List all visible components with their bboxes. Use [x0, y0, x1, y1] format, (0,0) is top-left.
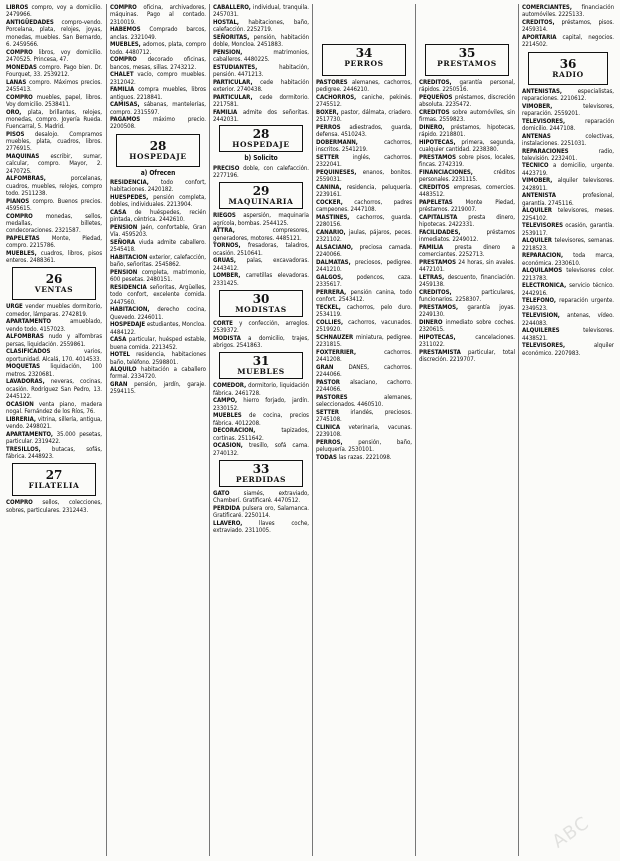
classified-ad: COMPRO sellos, colecciones, sobres, particulares. 2312443.	[6, 499, 102, 514]
classified-ad: LLAVERO, llaves coche, extraviado. 2311005.	[213, 519, 309, 535]
classified-ad: ANTIGÜEDADES compro-vendo. Porcelana, plata, relojes, joyas, monedas, muebles. San Bernardo, 6. 2459566.	[6, 18, 102, 48]
classified-ad: PERROS, pensión, baño, peluquería. 2530101.	[316, 438, 412, 453]
classified-ad: FAMILIA compra muebles, libros antiguos. 2218841.	[110, 86, 206, 101]
section-number: 26	[45, 272, 63, 287]
section-title: PERROS	[344, 59, 384, 68]
col1-ads	[6, 4, 102, 264]
classified-ad: DINERO, préstamos, hipotecas, rápido. 2218801.	[419, 123, 515, 139]
section-header-perdidas	[219, 460, 303, 487]
col3-ads-3	[213, 320, 309, 350]
classified-ad: CAMISAS, sábanas, mantelerías, compro. 2315597.	[110, 101, 206, 116]
classified-ad: HABITACION exterior, calefacción, baño, señoritas. 2545862.	[110, 254, 206, 269]
classified-ad: PRESTAMOS, garantía joyas. 2249130.	[419, 303, 515, 319]
classified-ad: APORTARIA capital, negocios. 2214502.	[522, 33, 614, 49]
classified-ad: RESIDENCIA, todo confort, habitaciones. 2420182.	[110, 179, 206, 194]
classified-ad: ALQUILERES televisores. 4438521.	[522, 327, 614, 342]
classified-ad: VIMOBER, televisores, reparación. 2559201.	[522, 102, 614, 117]
classified-ad: CASA particular, huésped estable, buena comida. 2213452.	[110, 336, 206, 351]
section-header-filatelia	[12, 463, 96, 496]
classified-ad: COMPRO decorado oficinas, bancos, mesas, sillas. 2743212.	[110, 56, 206, 71]
classified-ad: GALGOS, podencos, caza. 2335617.	[316, 273, 412, 289]
classified-ad: PAGAMOS máximo precio. 2200508.	[110, 116, 206, 131]
classified-ad: MUEBLES, cuadros, libros, pisos enteros. 2488361.	[6, 249, 102, 265]
classified-ad: PAPELETAS Monte Piedad, préstamos. 2219007.	[419, 198, 515, 214]
classified-ad: PERDIDA pulsera oro, Salamanca. Gratificaré. 2250114.	[213, 505, 309, 520]
col2-ads-2	[110, 179, 206, 396]
section-header-hospedaje	[116, 134, 200, 167]
section-number: 35	[458, 46, 476, 60]
section-header-modistas	[219, 290, 303, 317]
col3-ads	[213, 4, 309, 123]
classified-ad: PERRERA, pensión canina, todo confort. 2543412.	[316, 288, 412, 304]
classified-ad: TORNOS, fresadoras, taladros, ocasión. 2510641.	[213, 242, 309, 257]
classified-ad: COMPRO libros, voy domicilio. 2470525. Princesa, 47.	[6, 48, 102, 63]
classified-ad: CLINICA veterinaria, vacunas. 2239108.	[316, 423, 412, 438]
section-header-hospedaje-b	[219, 125, 303, 152]
classified-ad: GRAN DANES, cachorros. 2244066.	[316, 363, 412, 378]
column-divider	[312, 4, 313, 856]
classified-ad: PASTOR alsaciano, cachorro. 2244066.	[316, 378, 412, 393]
classified-ad: ALQUILAMOS televisores color. 2213783.	[522, 267, 614, 282]
column-6	[522, 4, 614, 856]
classified-ad: LAVADORAS, neveras, cocinas, ocasión. Rodríguez San Pedro, 13. 2445122.	[6, 378, 102, 400]
classified-ad: HABEMOS Comprado barcos, anclas. 2321049.	[110, 26, 206, 41]
col3-ads-5	[213, 490, 309, 535]
classified-ad: MUEBLES, adornos, plata, compro todo. 4480712.	[110, 41, 206, 56]
classified-ad: BOXER, pastor, dálmata, criadero. 2517730.	[316, 108, 412, 124]
classified-ad: ALFOMBRAS, porcelanas, cuadros, muebles, relojes, compro todo. 2511238.	[6, 175, 102, 197]
classified-ad: CORTE y confección, arreglos. 2539372.	[213, 319, 309, 335]
classified-ad: REPARACION, toda marca, económica. 2330610.	[522, 252, 614, 267]
column-divider	[415, 4, 416, 856]
section-title: PRESTAMOS	[437, 59, 497, 68]
col3-ads-4	[213, 382, 309, 457]
classified-ad: HABITACION, derecho cocina, Quevedo. 2246011.	[110, 306, 206, 321]
section-header-maquinaria	[219, 182, 303, 209]
classified-ad: MUEBLES de cocina, precios fábrica. 4012208.	[213, 412, 309, 427]
classified-ad: PENSION, matrimonios, caballeros. 4480225.	[213, 48, 309, 64]
classified-ad: VIMOBER, alquiler televisores. 2428911.	[522, 177, 614, 192]
classified-ad: CANINA, residencia, peluquería. 2239161.	[316, 183, 412, 199]
section-number: 34	[355, 46, 373, 60]
col1-ads-3	[6, 499, 102, 514]
classified-ad: FACILIDADES, préstamos inmediatos. 2249012.	[419, 228, 515, 244]
section-title: VENTAS	[34, 285, 74, 295]
classified-ad: CREDITOS, préstamos, pisos. 2459314.	[522, 18, 614, 34]
col5-ads	[419, 79, 515, 363]
classified-ad: TELEFONO, reparación urgente. 2349523.	[522, 297, 614, 312]
classified-ad: TECKEL, cachorros, pelo duro. 2534119.	[316, 303, 412, 319]
section-title: MAQUINARIA	[228, 197, 294, 207]
section-number: 29	[252, 184, 270, 199]
classified-ad: MODISTA a domicilio, trajes, abrigos. 2541863.	[213, 334, 309, 350]
section-title: MODISTAS	[235, 304, 287, 314]
classified-ad: PAPELETAS Monte, Piedad, compro. 2215786.	[6, 234, 102, 250]
classified-ad: SEÑORA viuda admite caballero. 2545418.	[110, 239, 206, 254]
classified-ad: LIBRERIA, vitrina, sillería, antigua, vendo. 2498021.	[6, 415, 102, 430]
subsection-heading: b) Solicito	[244, 154, 278, 163]
classified-ad: APARTAMENTO amueblado, vendo todo. 4157023.	[6, 318, 102, 333]
classified-ad: CASA de huéspedes, recién pintada, céntrica. 2442610.	[110, 209, 206, 224]
classified-ad: PASTORES alemanes, cachorros, pedigree. 2446210.	[316, 79, 412, 94]
section-title: RADIO	[552, 69, 584, 79]
col3-ads-2	[213, 212, 309, 287]
column-4	[316, 4, 412, 856]
classified-ad: ALFOMBRAS nudo y alfombras persas, liquidación. 2559861.	[6, 333, 102, 348]
classified-ad: MOQUETAS liquidación, 100 metros. 2320681.	[6, 363, 102, 378]
classified-ad: CANARIO, jaulas, pájaros, peces. 2321102.	[316, 228, 412, 244]
col1-ads-2	[6, 303, 102, 460]
classified-ad: CABALLERO, individual, tranquila. 2457031.	[213, 4, 309, 19]
classified-ad: APARTAMENTO, 35.000 pesetas, particular. 2319422.	[6, 430, 102, 445]
classified-ad: ATTRA, compresores, generadores, motores. 4485121.	[213, 227, 309, 242]
classified-ad: FAMILIA presta dinero a comerciantes. 2252713.	[419, 243, 515, 259]
classified-ad: CREDITOS sobre automóviles, sin firmas. 2559823.	[419, 108, 515, 124]
classified-ad: TELEVISORES, alquiler económico. 2207983.	[522, 342, 614, 357]
classified-ad: TODAS las razas. 2221098.	[316, 453, 392, 461]
watermark-logo: ABC	[548, 812, 594, 853]
classified-ad: ELECTRONICA, servicio técnico. 2442916.	[522, 282, 614, 297]
classified-ad: ALQUILO habitación a caballero formal. 2334720.	[110, 366, 206, 381]
classified-ad: HIPOTECAS, primera, segunda, cualquier cantidad. 2238380.	[419, 138, 515, 154]
classified-ad: DECORACION, tapizados, cortinas. 2511642.	[213, 427, 309, 442]
classified-ad: GRAN pensión, jardín, garaje. 2594115.	[110, 381, 206, 396]
section-header-perros	[322, 44, 406, 76]
classified-ad: SETTER irlandés, preciosos. 2745108.	[316, 408, 412, 423]
classified-ad: MONEDAS compro. Pago bien. Dr. Fourquet, 33. 2539212.	[6, 63, 102, 78]
classified-ad: URGE vender muebles dormitorio, comedor, lámparas. 2742819.	[6, 303, 102, 318]
classified-ad: COMEDOR, dormitorio, liquidación fábrica. 2461728.	[213, 382, 309, 397]
classified-ad: ALQUILER televisores, semanas. 2218523.	[522, 237, 614, 252]
classified-ad: HUESPEDES, pensión completa, dobles, individuales. 2213904.	[110, 194, 206, 209]
classified-ad: REPARACIONES radio, televisión. 2232401.	[522, 147, 614, 162]
classified-ad: PRESTAMOS 24 horas, sin avales. 4472101.	[419, 258, 515, 274]
classified-ad: ESTUDIANTES, habitación, pensión. 4471213.	[213, 63, 309, 79]
classified-ad: SCHNAUZER miniatura, pedigree. 2231815.	[316, 333, 412, 349]
section-title: FILATELIA	[28, 481, 80, 491]
classified-ad: LANAS compro. Máximos precios. 2455413.	[6, 78, 102, 93]
section-number: 36	[559, 56, 577, 71]
classified-ad: TELEVISORES, reparación domicilio. 2447108.	[522, 117, 614, 132]
section-title: MUEBLES	[237, 367, 285, 377]
classified-ad: CREDITOS empresas, comercios. 4483512.	[419, 183, 515, 199]
classified-ad: HOSTAL, habitaciones, baño, calefacción. 2252719.	[213, 18, 309, 34]
classified-ad: MASTINES, cachorros, guarda. 2280156.	[316, 213, 412, 229]
section-header-prestamos	[425, 44, 509, 76]
classified-ad: FINANCIACIONES, créditos personales. 2231115.	[419, 168, 515, 184]
classified-ad: COMERCIANTES, financiación automóviles. 2225133.	[522, 4, 614, 19]
classified-ad: OCASION venta piano, madera nogal. Fernández de los Ríos, 76.	[6, 400, 102, 415]
classified-ad: OCASION, tresillo, sofá cama. 2740132.	[213, 442, 309, 457]
classified-ad: PEQUEÑOS préstamos, discreción absoluta. 2235472.	[419, 93, 515, 109]
classified-ad: PENSION Jaén, confortable, Gran Vía. 4595203.	[110, 224, 206, 239]
classified-ad: PARTICULAR, cede habitación exterior. 2740438.	[213, 78, 309, 94]
col4-ads	[316, 79, 412, 461]
classified-ad: LIBROS compro, voy a domicilio. 2479966.	[6, 4, 102, 19]
col6-ads	[522, 4, 614, 49]
classified-ad: ANTENAS colectivas, instalaciones. 2251031.	[522, 132, 614, 147]
classified-ad: RIEGOS aspersión, maquinaria agrícola, bombas. 2544125.	[213, 212, 309, 227]
classified-ad: PENSION completa, matrimonio, 600 pesetas. 2480151.	[110, 268, 206, 284]
classified-ad: GATO siamés, extraviado, Chamberí. Gratificaré. 4470512.	[213, 490, 309, 505]
classified-ad: HOSPEDAJE estudiantes, Moncloa. 4484122.	[110, 321, 206, 336]
classified-ad: LETRAS, descuento, financiación. 2459138.	[419, 273, 515, 289]
section-title: PERDIDAS	[235, 475, 287, 485]
classified-ad: ANTENISTAS, especialistas, reparaciones. 2210612.	[522, 87, 614, 102]
classified-ad: HIPOTECAS, cancelaciones. 2311022.	[419, 333, 515, 349]
classified-ad: TELEVISION, antenas, vídeo. 2244083.	[522, 312, 614, 327]
column-divider	[518, 4, 519, 856]
section-number: 27	[45, 468, 63, 483]
classified-ad: HOTEL residencia, habitaciones baño, teléfono. 2598801.	[110, 351, 206, 366]
section-number: 31	[252, 354, 270, 369]
classified-ad: FOXTERRIER, cachorros. 2441208.	[316, 348, 412, 364]
classified-ad: TRESILLOS, butacas, sofás, fábrica. 2448923.	[6, 445, 102, 460]
classified-ad: TELEVISORES ocasión, garantía. 2539117.	[522, 222, 614, 237]
col2-ads	[110, 4, 206, 131]
classified-ad: PARTICULAR, cede dormitorio. 2217581.	[213, 93, 309, 109]
section-title: HOSPEDAJE	[129, 151, 187, 161]
classified-ad: PEQUINESES, enanos, bonitos. 2559031.	[316, 168, 412, 184]
column-5	[419, 4, 515, 856]
column-1	[6, 4, 102, 856]
classified-ad: CACHORROS, caniche, pekinés. 2745512.	[316, 93, 412, 109]
section-header-muebles	[219, 352, 303, 379]
classified-ad: DINERO inmediato sobre coches. 2320615.	[419, 318, 515, 334]
classified-ad: SEÑORITAS, pensión, habitación doble, Moncloa. 2451883.	[213, 33, 309, 49]
section-header-ventas	[12, 267, 96, 300]
classified-ad: PISOS desalojo. Compramos muebles, plata, cuadros, libros. 2776915.	[6, 130, 102, 153]
section-header-radio	[528, 52, 608, 85]
column-divider	[209, 4, 210, 856]
classified-ad: CLASIFICADOS varios, oportunidad. Alcalá, 170. 4014533.	[6, 348, 102, 363]
classified-ad: CHALET vacío, compro muebles. 2312042.	[110, 71, 206, 86]
column-divider	[106, 4, 107, 856]
classified-ad: PRESTAMISTA particular, total discreción. 2219707.	[419, 348, 515, 364]
classified-ad: COMPRO muebles, papel, libros. Voy domicilio. 2538411.	[6, 93, 102, 108]
classified-ad: COMPRO oficina, archivadores, máquinas. Pago al contado. 2310019.	[110, 4, 206, 26]
classified-ad: ANTENISTA profesional, garantía. 2745116.	[522, 192, 614, 207]
classified-ad: RESIDENCIA señoritas, Argüelles, todo confort, excelente comida. 2447560.	[110, 283, 206, 306]
section-number: 30	[252, 291, 270, 306]
col6-ads-2	[522, 88, 614, 357]
col3-ads-0	[213, 165, 309, 180]
classified-ad: PRECISO doble, con calefacción. 2277196.	[213, 164, 309, 180]
classified-ad: GRUAS, palas, excavadoras. 2443412.	[213, 257, 309, 272]
classified-ad: COLLIES, cachorros, vacunados. 2519920.	[316, 318, 412, 334]
classified-ad: PIANOS compro. Buenos precios. 4595615.	[6, 197, 102, 212]
classified-ad: COMPRO monedas, sellos, medallas, billetes, condecoraciones. 2321587.	[6, 212, 102, 235]
classified-ad: CREDITOS, particulares, funcionarios. 2258307.	[419, 288, 515, 304]
section-number: 33	[252, 462, 270, 477]
classified-ad: ALSACIANO, preciosa camada. 2240066.	[316, 243, 412, 259]
classified-ad: FAMILIA admite dos señoritas. 2442031.	[213, 108, 309, 124]
section-number: 28	[149, 138, 167, 153]
classified-ad: CREDITOS, garantía personal, rápidos. 2250516.	[419, 79, 515, 94]
classified-ad: SETTER inglés, cachorros. 2322041.	[316, 153, 412, 169]
classified-ads-page	[6, 4, 614, 856]
classified-ad: PERROS adiestrados, guarda, defensa. 4510243.	[316, 123, 412, 139]
classified-ad: TECNICO a domicilio, urgente. 4423719.	[522, 162, 614, 177]
subsection-heading: a) Ofrecen	[140, 168, 176, 177]
section-title: HOSPEDAJE	[232, 140, 290, 150]
classified-ad: PRESTAMOS sobre pisos, locales, fincas. 2742319.	[419, 153, 515, 169]
classified-ad: DOBERMANN, cachorros, inscritos. 2541219.	[316, 138, 412, 154]
column-3	[213, 4, 309, 856]
classified-ad: PASTORES alemanes, seleccionados. 4460510.	[316, 393, 412, 408]
classified-ad: COCKER, cachorros, padres campeones. 2447108.	[316, 198, 412, 214]
classified-ad: LOMBER, carretillas elevadoras. 2331425.	[213, 272, 309, 287]
classified-ad: CAPITALISTA presta dinero, hipotecas. 2422331.	[419, 213, 515, 229]
classified-ad: MAQUINAS escribir, sumar, calcular, compro. Mayor, 2. 2470725.	[6, 153, 102, 175]
column-2	[110, 4, 206, 856]
classified-ad: CAMPO, hierro forjado, jardín. 2330152.	[213, 397, 309, 412]
classified-ad: DALMATAS, preciosos, pedigree. 2441210.	[316, 258, 412, 274]
classified-ad: ALQUILER televisores, meses. 2254102.	[522, 207, 614, 222]
classified-ad: ORO, plata, brillantes, relojes, monedas, compro. Joyería Rueda. Fuencarral, 5. Madrid.	[6, 108, 102, 131]
section-number: 28	[252, 127, 270, 142]
